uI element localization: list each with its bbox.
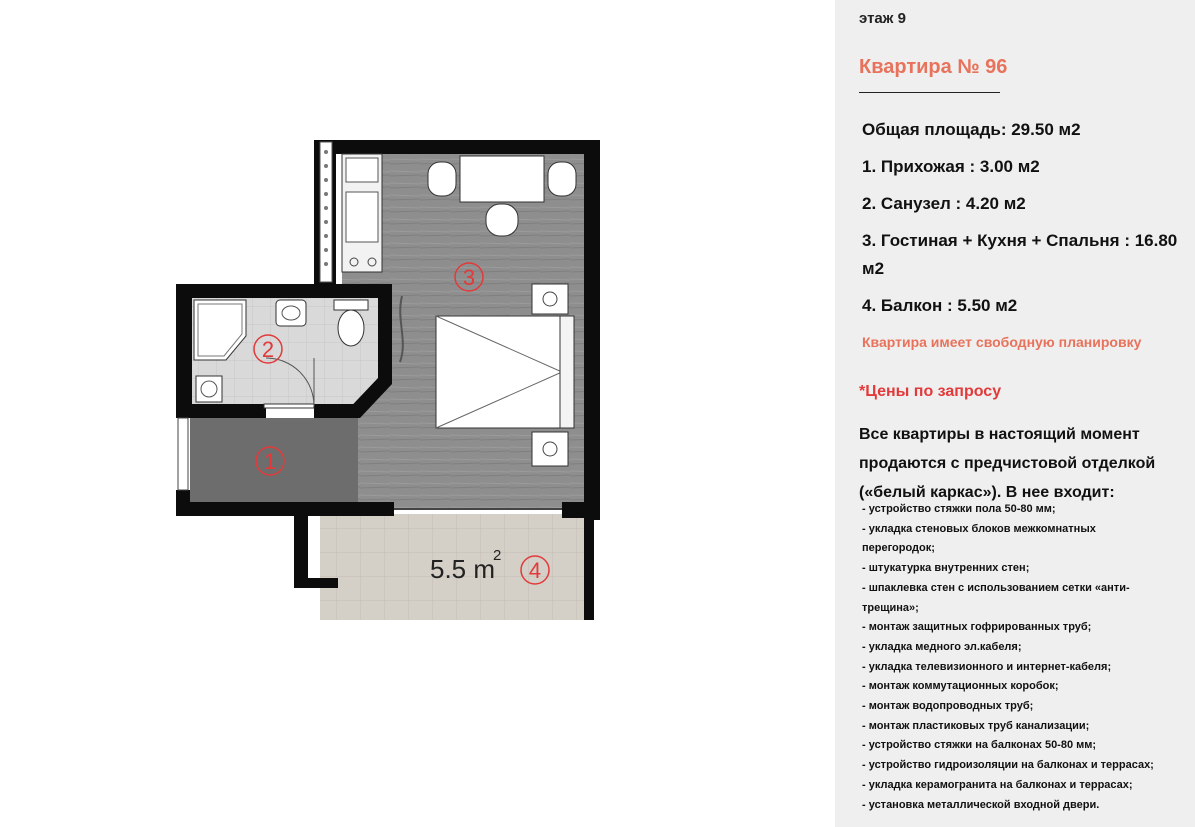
price-note: *Цены по запросу	[859, 383, 1002, 400]
title-divider	[859, 92, 1000, 93]
list-item: - устройство стяжки пола 50-80 мм;	[862, 503, 1056, 515]
room-marker-2: 2	[261, 337, 275, 362]
list-item: - установка металлической входной двери.	[862, 798, 1100, 811]
list-item: - укладка медного эл.кабеля;	[862, 640, 1022, 653]
apartment-info-panel	[835, 0, 1195, 827]
room-marker-1: 1	[263, 449, 277, 474]
room-marker-3: 3	[462, 265, 476, 290]
features-list	[862, 500, 1195, 815]
area-list	[862, 116, 1192, 329]
room-marker-4: 4	[528, 558, 542, 583]
list-item: - укладка телевизионного и интернет-кабеля;	[862, 660, 1112, 673]
list-item: - штукатурка внутренних стен;	[862, 562, 1030, 575]
kitchen-counter	[342, 154, 382, 272]
area-hallway: 1. Прихожая : 3.00 м2	[862, 157, 1040, 176]
list-item: - монтаж пластиковых труб канализации;	[862, 719, 1090, 732]
free-plan-note: Квартира имеет свободную планировку	[862, 334, 1142, 350]
apartment-title: Квартира № 96	[859, 56, 1008, 78]
list-item: - устройство стяжки на балконах 50-80 мм;	[862, 739, 1097, 752]
list-item: - укладка керамогранита на балконах и террасах;	[862, 778, 1133, 791]
area-bathroom: 2. Санузел : 4.20 м2	[862, 194, 1026, 213]
balcony-area-unit: 2	[493, 547, 502, 564]
finish-description: Все квартиры в настоящий момент продаются с предчистовой отделкой («белый каркас»). В нее входит:	[859, 426, 1156, 501]
floor-label: этаж 9	[859, 10, 906, 27]
total-area: Общая площадь: 29.50 м2	[862, 120, 1081, 139]
window	[320, 142, 332, 282]
list-item: - монтаж защитных гофрированных труб;	[862, 621, 1092, 634]
area-balcony: 4. Балкон : 5.50 м2	[862, 296, 1018, 315]
list-item: - укладка стеновых блоков межкомнатных перегородок;	[862, 522, 1096, 555]
list-item: - монтаж водопроводных труб;	[862, 700, 1034, 713]
list-item: - устройство гидроизоляции на балконах и террасах;	[862, 759, 1154, 772]
balcony-area-label: 5.5 m	[430, 554, 496, 584]
list-item: - монтаж коммутационных коробок;	[862, 680, 1059, 693]
list-item: - шпаклевка стен с использованием сетки «анти-трещина»;	[862, 581, 1130, 614]
area-living: 3. Гостиная + Кухня + Спальня : 16.80 м2	[862, 231, 1178, 278]
